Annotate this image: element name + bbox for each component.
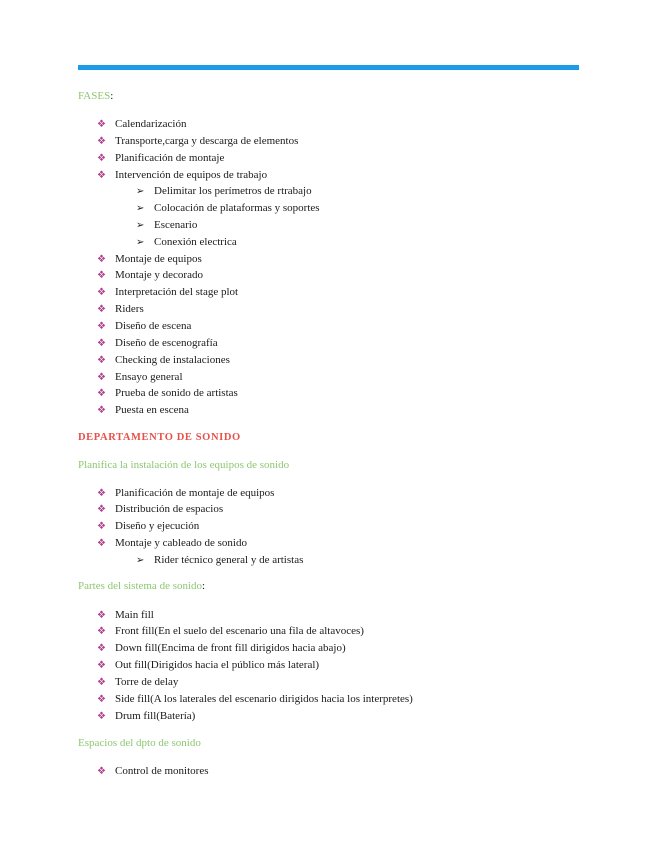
planifica-heading: Planifica la instalación de los equipos de sonido [78,459,290,471]
arrow-bullet-icon: ➢ [136,555,145,566]
list-item: ❖ Checking de instalaciones [97,354,230,366]
list-item: ❖ Diseño de escenografía [97,337,218,349]
list-item: ❖ Drum fill(Batería) [97,710,196,722]
diamond-bullet-icon: ❖ [97,405,106,416]
list-item: ❖ Control de monitores [97,765,209,777]
fases-heading: FASES: [78,90,114,102]
list-item: ❖ Montaje de equipos [97,253,202,265]
diamond-bullet-icon: ❖ [97,538,106,549]
diamond-bullet-icon: ❖ [97,372,106,383]
list-item: ❖ Out fill(Dirigidos hacia el público más lateral) [97,659,320,671]
list-item: ❖ Calendarización [97,118,187,130]
department-heading: DEPARTAMENTO DE SONIDO [78,432,241,443]
list-item: ❖ Distribución de espacios [97,503,224,515]
diamond-bullet-icon: ❖ [97,119,106,130]
list-item: ❖ Ensayo general [97,371,183,383]
sub-list-item: ➢ Delimitar los perímetros de rtrabajo [136,185,312,197]
espacios-heading: Espacios del dpto de sonido [78,737,201,749]
diamond-bullet-icon: ❖ [97,304,106,315]
list-item: ❖ Main fill [97,609,154,621]
arrow-bullet-icon: ➢ [136,203,145,214]
top-horizontal-rule [78,65,579,70]
diamond-bullet-icon: ❖ [97,660,106,671]
diamond-bullet-icon: ❖ [97,321,106,332]
list-item: ❖ Riders [97,303,144,315]
sub-list-item: ➢ Colocación de plataformas y soportes [136,202,320,214]
diamond-bullet-icon: ❖ [97,488,106,499]
list-item: ❖ Puesta en escena [97,404,189,416]
diamond-bullet-icon: ❖ [97,677,106,688]
diamond-bullet-icon: ❖ [97,711,106,722]
diamond-bullet-icon: ❖ [97,170,106,181]
arrow-bullet-icon: ➢ [136,237,145,248]
diamond-bullet-icon: ❖ [97,521,106,532]
sub-list-item: ➢ Conexión electrica [136,236,237,248]
diamond-bullet-icon: ❖ [97,287,106,298]
sub-list-item: ➢ Escenario [136,219,198,231]
diamond-bullet-icon: ❖ [97,136,106,147]
diamond-bullet-icon: ❖ [97,643,106,654]
list-item: ❖ Montaje y decorado [97,269,203,281]
list-item: ❖ Side fill(A los laterales del escenario dirigidos hacia los interpretes) [97,693,413,705]
diamond-bullet-icon: ❖ [97,766,106,777]
list-item: ❖ Transporte,carga y descarga de elementos [97,135,299,147]
list-item: ❖ Planificación de montaje [97,152,225,164]
diamond-bullet-icon: ❖ [97,626,106,637]
arrow-bullet-icon: ➢ [136,186,145,197]
diamond-bullet-icon: ❖ [97,270,106,281]
list-item: ❖ Planificación de montaje de equipos [97,487,275,499]
partes-heading: Partes del sistema de sonido: [78,580,206,592]
list-item: ❖ Diseño de escena [97,320,192,332]
sub-list-item: ➢ Rider técnico general y de artistas [136,554,304,566]
diamond-bullet-icon: ❖ [97,504,106,515]
arrow-bullet-icon: ➢ [136,220,145,231]
diamond-bullet-icon: ❖ [97,388,106,399]
list-item: ❖ Intervención de equipos de trabajo [97,169,268,181]
diamond-bullet-icon: ❖ [97,694,106,705]
list-item: ❖ Down fill(Encima de front fill dirigidos hacia abajo) [97,642,346,654]
list-item: ❖ Interpretación del stage plot [97,286,239,298]
diamond-bullet-icon: ❖ [97,610,106,621]
list-item: ❖ Diseño y ejecución [97,520,200,532]
list-item: ❖ Prueba de sonido de artistas [97,387,238,399]
list-item: ❖ Torre de delay [97,676,179,688]
diamond-bullet-icon: ❖ [97,355,106,366]
list-item: ❖ Montaje y cableado de sonido [97,537,247,549]
diamond-bullet-icon: ❖ [97,153,106,164]
list-item: ❖ Front fill(En el suelo del escenario una fila de altavoces) [97,625,364,637]
diamond-bullet-icon: ❖ [97,338,106,349]
diamond-bullet-icon: ❖ [97,254,106,265]
